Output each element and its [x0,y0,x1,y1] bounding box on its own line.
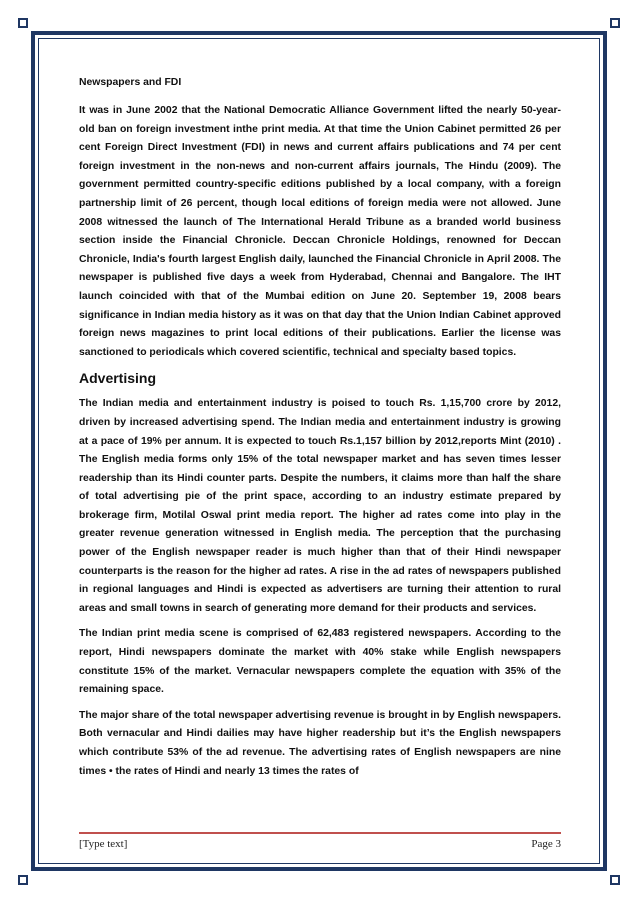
footer-divider [79,832,561,834]
paragraph-advertising-2: The Indian print media scene is comprised of 62,483 registered newspapers. According to the report, Hindi newspapers dominate the market with 40% stake while English newspapers constitute 15% of the market. Vernacular newspapers complete the equation with 35% of the remaining space. [79,628,561,696]
footer-placeholder-text: [Type text] [79,838,128,850]
page-number: Page 3 [531,838,561,850]
section-heading-advertising: Advertising [79,370,157,387]
corner-ornament-top-left [18,18,36,36]
paragraph-advertising-3: The major share of the total newspaper advertising revenue is brought in by English newspapers. Both vernacular and Hindi dailies may have higher readership but it’s the English newspapers which contribute 53% of the ad revenue. The advertising rates of English newspapers are nine times • the rates of Hindi and nearly 13 times the rates of [79,709,561,777]
corner-ornament-bottom-left [18,867,36,885]
corner-ornament-bottom-right [602,867,620,885]
paragraph-advertising-1: The Indian media and entertainment industry is poised to touch Rs. 1,15,700 crore by 2012, driven by increased advertising spend. The Indian media and entertainment industry is growing at a pace of 19% per annum. It is expected to touch Rs.1,157 billion by 2012,reports Mint (2010) . The English media forms only 15% of the total newspaper market and has seven times lesser readership than its Hindi counter parts. Despite the numbers, it claims more than half the share of total advertising pie of the print space, according to an industry estimate prepared by brokerage firm, Motilal Oswal print media report. The higher ad rates come into play in the greater revenue generation witnessed in English media. The perception that the purchasing power of the English newspaper reader is much higher than that of their Hindi newspaper counterparts is the reason for the higher ad rates. A rise in the ad rates of newspapers published in regional languages and Hindi is expected as advertisers are turning their attention to rural areas and small towns in search of generating more demand for their products and services. [79,398,561,614]
page-body [79,74,561,788]
corner-ornament-top-right [602,18,620,36]
paragraph-fdi: It was in June 2002 that the National Democratic Alliance Government lifted the nearly 50-year-old ban on foreign investment inthe print media. At that time the Union Cabinet permitted 26 per cent Foreign Direct Investment (FDI) in news and current affairs publications and 74 per cent foreign investment in the non-news and non-current affairs journals, The Hindu (2009). The government permitted country-specific editions published by a local company, with a foreign partnership limit of 26 percent, though local editions of foreign media were not allowed. June 2008 witnessed the launch of The International Herald Tribune as a branded world business section inside the Financial Chronicle. Deccan Chronicle Holdings, renowned for Deccan Chronicle, India's fourth largest English daily, launched the Financial Chronicle in April 2008. The newspaper is published five days a week from Hyderabad, Chennai and Bangalore. The IHT launch coincided with that of the Mumbai edition on June 20. September 19, 2008 bears significance in Indian media history as it was on that day that the Union Indian Cabinet approved foreign news magazines to print local editions of their publications. Earlier the license was sanctioned to periodicals which covered scientific, technical and specialty based topics. [79,105,561,358]
section-heading-newspapers-fdi: Newspapers and FDI [79,77,182,88]
